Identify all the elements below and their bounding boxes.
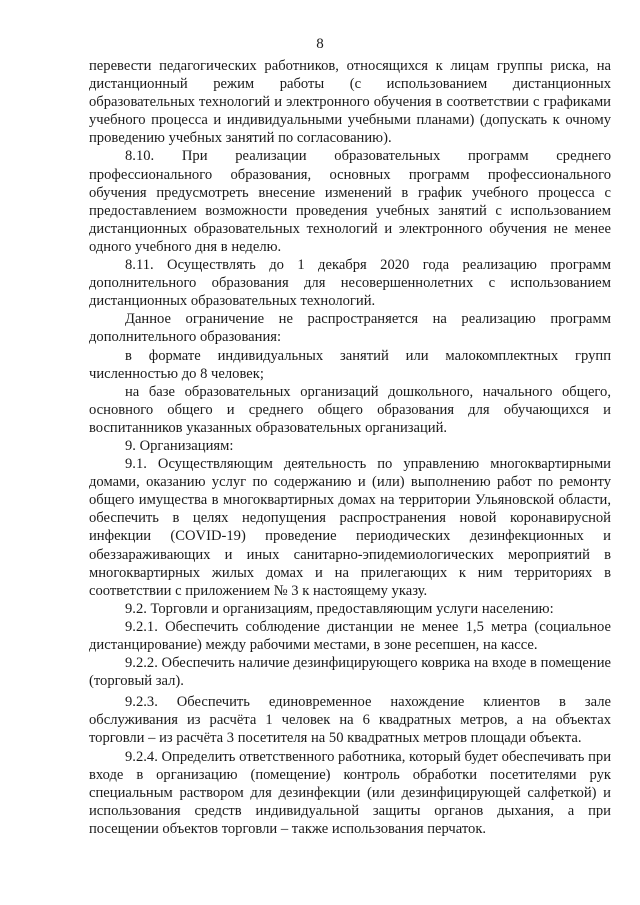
paragraph-9-2-4: 9.2.4. Определить ответственного работника, который будет обеспечивать при входе в организацию (помещение) контроль обработки посетителями рук специальным раствором для дезинфекции (или дезинфицирующей салфеткой) и использования средств индивидуальной защиты органов дыхания, а при посещении объектов торговли – также использования перчаток.	[89, 748, 611, 837]
paragraph-8-11: 8.11. Осуществлять до 1 декабря 2020 года реализацию программ дополнительного образования для несовершеннолетних с использованием дистанционных образовательных технологий.	[89, 257, 611, 310]
paragraph-9-2: 9.2. Торговли и организациям, предоставляющим услуги населению:	[125, 600, 554, 617]
paragraph-9: 9. Организациям:	[125, 437, 234, 454]
paragraph-exception-item-2: на базе образовательных организаций дошкольного, начального общего, основного общего и среднего общего образования для обучающихся и воспитанников указанных образовательных организаций.	[89, 383, 611, 436]
page-number: 8	[316, 36, 324, 52]
document-body	[89, 57, 611, 838]
paragraph-exception-item-1: в формате индивидуальных занятий или малокомплектных групп численностью до 8 человек;	[89, 347, 611, 382]
paragraph-9-2-1: 9.2.1. Обеспечить соблюдение дистанции не менее 1,5 метра (социальное дистанцирование) между рабочими местами, в зоне ресепшен, на кассе.	[89, 618, 611, 653]
paragraph-exception: Данное ограничение не распространяется на реализацию программ дополнительного образования:	[89, 311, 611, 346]
paragraph-9-2-2: 9.2.2. Обеспечить наличие дезинфицирующего коврика на входе в помещение (торговый зал).	[89, 655, 611, 690]
paragraph-9-2-3: 9.2.3. Обеспечить единовременное нахождение клиентов в зале обслуживания из расчёта 1 человек на 6 квадратных метров, а на объектах торговли – из расчёта 3 посетителя на 50 квадратных метров площади объекта.	[89, 694, 611, 747]
paragraph-8-10: 8.10. При реализации образовательных программ среднего профессионального образования, основных программ профессионального обучения предусмотреть внесение изменений в график учебного процесса с предоставлением возможности проведения учебных занятий с использованием дистанционных образовательных технологий и электронного обучения не менее одного учебного дня в неделю.	[89, 148, 611, 255]
paragraph-9-1: 9.1. Осуществляющим деятельность по управлению многоквартирными домами, оказанию услуг по содержанию и (или) выполнению работ по ремонту общего имущества в многоквартирных домах на территории Ульяновской области, обеспечить в целях недопущения распространения новой коронавирусной инфекции (COVID-19) проведение периодических дезинфекционных и обеззараживающих и иных санитарно-эпидемиологических мероприятий в многоквартирных жилых домах и на прилегающих к ним территориях в соответствии с приложением № 3 к настоящему указу.	[89, 456, 611, 599]
paragraph-continuation: перевести педагогических работников, относящихся к лицам группы риска, на дистанционный режим работы (с использованием дистанционных образовательных технологий и электронного обучения в соответствии с графиками учебного процесса и индивидуальными учебными планами) (допускать к очному проведению учебных занятий по согласованию).	[89, 58, 611, 147]
